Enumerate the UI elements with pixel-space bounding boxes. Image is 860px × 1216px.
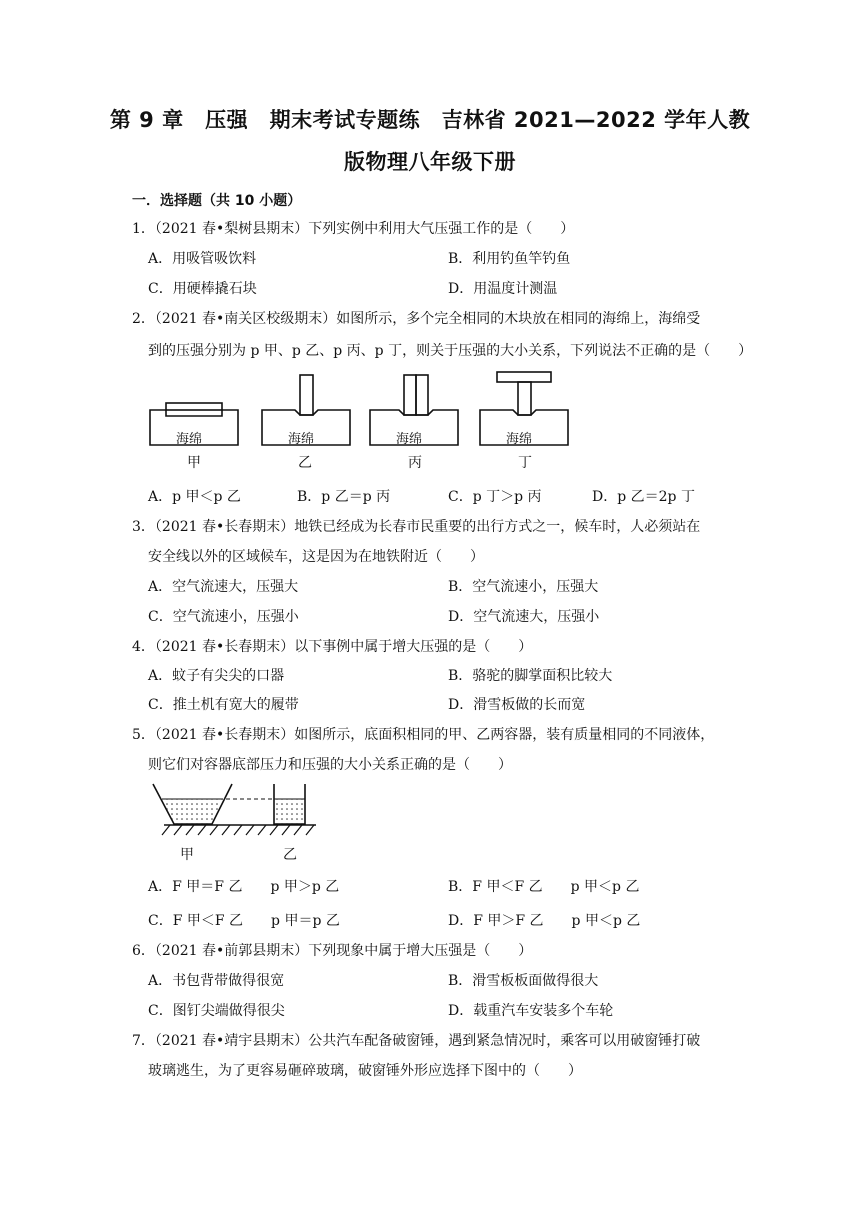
q2-stem-line1: 2．（2021 春•南关区校级期末）如图所示，多个完全相同的木块放在相同的海绵上，海绵受: [132, 311, 701, 327]
q4-option-c: C．推土机有宽大的履带: [148, 697, 299, 713]
page-title-line1: 第 9 章 压强 期末考试专题练 吉林省 2021—2022 学年人教: [109, 108, 751, 132]
q4-stem: 4．（2021 春•长春期末）以下事例中属于增大压强的是（ ）: [132, 639, 533, 655]
q2-fig-label-jia: 甲: [187, 455, 201, 471]
q5-option-c: C．F 甲＜F 乙 p 甲＝p 乙: [148, 913, 340, 929]
sponge-label-1: 海绵: [176, 432, 203, 447]
q3-option-c: C．空气流速小，压强小: [148, 609, 299, 625]
q5-stem-line2: 则它们对容器底部压力和压强的大小关系正确的是（ ）: [148, 757, 512, 773]
q2-stem-line2: 到的压强分别为 p 甲、p 乙、p 丙、p 丁，则关于压强的大小关系，下列说法不正确的是（ ）: [148, 343, 753, 359]
q7-stem-line2: 玻璃逃生，为了更容易砸碎玻璃，破窗锤外形应选择下图中的（ ）: [148, 1063, 582, 1079]
q3-option-b: B．空气流速小，压强大: [448, 579, 599, 595]
q1-option-d: D．用温度计测温: [448, 281, 558, 297]
q3-option-a: A．空气流速大，压强大: [148, 579, 299, 595]
q4-option-d: D．滑雪板做的长而宽: [448, 697, 586, 713]
q2-fig-label-yi: 乙: [298, 455, 312, 471]
page-title-line2: 版物理八年级下册: [344, 150, 516, 174]
q5-option-b: B．F 甲＜F 乙 p 甲＜p 乙: [448, 879, 640, 895]
q1-option-a: A．用吸管吸饮料: [148, 251, 257, 267]
q1-stem: 1．（2021 春•梨树县期末）下列实例中利用大气压强工作的是（ ）: [132, 221, 575, 237]
q6-option-c: C．图钉尖端做得很尖: [148, 1003, 285, 1019]
q4-option-a: A．蚊子有尖尖的口器: [148, 668, 285, 684]
q5-fig-label-yi: 乙: [283, 847, 297, 863]
q6-option-a: A．书包背带做得很宽: [148, 973, 285, 989]
q5-fig-label-jia: 甲: [180, 847, 194, 863]
q1-option-c: C．用硬棒撬石块: [148, 281, 257, 297]
q3-stem-line1: 3．（2021 春•长春期末）地铁已经成为长春市民重要的出行方式之一，候车时，人必须站在: [132, 519, 701, 535]
section-heading: 一．选择题（共 10 小题）: [132, 193, 302, 209]
q5-option-d: D．F 甲＞F 乙 p 甲＜p 乙: [448, 913, 641, 929]
q2-option-c: C．p 丁＞p 丙: [448, 489, 542, 505]
q6-stem: 6．（2021 春•前郭县期末）下列现象中属于增大压强是（ ）: [132, 943, 533, 959]
q4-option-b: B．骆驼的脚掌面积比较大: [448, 668, 613, 684]
q5-figure: [150, 782, 320, 848]
q1-option-b: B．利用钓鱼竿钓鱼: [448, 251, 571, 267]
q5-option-a: A．F 甲＝F 乙 p 甲＞p 乙: [148, 879, 340, 895]
q6-option-d: D．载重汽车安装多个车轮: [448, 1003, 614, 1019]
q2-fig-label-bing: 丙: [408, 455, 422, 471]
sponge-label-3: 海绵: [396, 432, 423, 447]
q3-option-d: D．空气流速大，压强小: [448, 609, 600, 625]
q2-option-d: D．p 乙＝2p 丁: [592, 489, 695, 505]
q6-option-b: B．滑雪板板面做得很大: [448, 973, 599, 989]
q2-option-b: B．p 乙＝p 丙: [297, 489, 391, 505]
sponge-label-4: 海绵: [506, 432, 533, 447]
q2-option-a: A．p 甲＜p 乙: [148, 489, 241, 505]
q7-stem-line1: 7．（2021 春•靖宇县期末）公共汽车配备破窗锤，遇到紧急情况时，乘客可以用破窗锤打破: [132, 1033, 701, 1049]
q3-stem-line2: 安全线以外的区域候车，这是因为在地铁附近（ ）: [148, 549, 484, 565]
q2-fig-label-ding: 丁: [518, 455, 532, 471]
sponge-label-2: 海绵: [288, 432, 315, 447]
q5-stem-line1: 5．（2021 春•长春期末）如图所示，底面积相同的甲、乙两容器，装有质量相同的不同液体，: [132, 727, 715, 743]
